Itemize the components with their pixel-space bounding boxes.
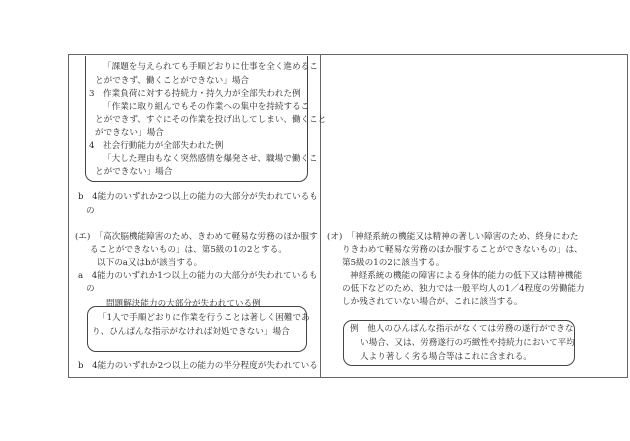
b1-line-1: b 4能力のいずれか2つ以上の能力の大部分が失われているも — [78, 192, 318, 202]
b2-line-1: b 4能力のいずれか2つ以上の能力の半分程度が失われている — [78, 361, 318, 371]
right-example-line-2: い場合、又は、労務遂行の巧緻性や持続力において平均 — [360, 338, 575, 348]
o-line-2: りきわめて軽易な労務のほか服することができないもの」は、 — [342, 245, 583, 255]
block1-line-2: とができず、働くことができない」場合 — [95, 76, 250, 86]
e-line-1: (エ) 「高次脳機能障害のため、きわめて軽易な労務のほか服す — [75, 232, 318, 242]
b1-line-2: の — [86, 206, 95, 216]
a-line-1: a 4能力のいずれか1つ以上の能力の大部分が失われているも — [78, 271, 318, 281]
example-title: 問題解決能力の大部分が失われている例 — [106, 299, 261, 309]
column-divider — [320, 54, 321, 378]
right-example-line-1: 例 他人のひんぱんな指示がなくては労務の遂行ができな — [350, 324, 574, 334]
a-line-2: の — [86, 284, 95, 294]
block1-line-4: 「作業に取り組んでもその作業への集中を持続するこ — [103, 102, 310, 112]
block1-line-3: 3 作業負荷に対する持続力・持久力が全部失われた例 — [89, 89, 301, 99]
p-line-2: の低下などのため、独力では一般平均人の1／4程度の労働能力 — [342, 284, 585, 294]
e-line-3: 以下のa又はbが該当する。 — [97, 258, 203, 268]
p-line-1: 神経系統の機能の障害による身体的能力の低下又は精神機能 — [350, 271, 583, 281]
block1-line-1: 「課題を与えられても手順どおりに仕事を全く進めるこ — [103, 62, 318, 72]
e-line-2: ることができないもの」は、第5級の1の2とする。 — [90, 245, 287, 255]
block1-line-7: 4 社会行動能力が全部失われた例 — [89, 141, 224, 151]
block1-line-5: とができず、すぐにその作業を投げ出してしまい、働くこと — [95, 115, 327, 125]
o-line-3: 第5級の1の2に該当する。 — [342, 258, 445, 268]
example-line-1: 「1人で手順どおりに作業を行うことは著しく困難であ — [98, 313, 310, 323]
p-line-3: しか残されていない場合が、これに該当する。 — [342, 297, 523, 307]
o-line-1: (オ) 「神経系統の機能又は精神の著しい障害のため、終身にわた — [327, 232, 579, 242]
right-example-line-3: 人より著しく劣る場合等はこれに含まれる。 — [360, 352, 532, 362]
block1-line-6: ができない」場合 — [95, 128, 164, 138]
example-line-2: り、ひんぱんな指示がなければ対処できない」場合 — [92, 327, 290, 337]
block1-line-8: 「大した理由もなく突然感情を爆発させ、職場で働くこ — [103, 154, 318, 164]
block1-line-9: とができない」場合 — [95, 167, 173, 177]
